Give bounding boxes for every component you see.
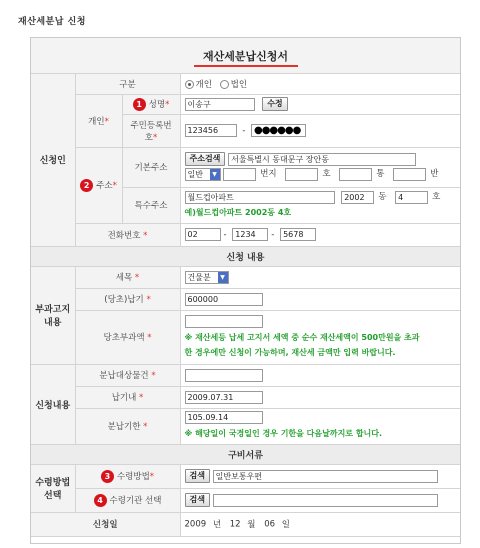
- original-tax-label: 당초부과액 *: [75, 310, 180, 364]
- tax-item-label: 세목 *: [75, 266, 180, 288]
- receipt-method-cell: [180, 464, 460, 488]
- installment-due-label: 분납기한 *: [75, 408, 180, 444]
- due-cell: [180, 386, 460, 408]
- badge-4: 4: [94, 494, 107, 507]
- address-ban-input[interactable]: [393, 168, 426, 181]
- basic-address-label: 기본주소: [122, 147, 180, 187]
- amount-label: (당초)납기 *: [75, 288, 180, 310]
- original-tax-cell: [180, 310, 460, 364]
- tax-item-select[interactable]: 건물분 ▼: [185, 271, 229, 284]
- receipt-agency-label: 4 수령기관 선택: [75, 488, 180, 512]
- page-title: 재산세분납 신청: [18, 17, 86, 27]
- phone-cell: 02 - 1234 - 5678: [180, 223, 460, 246]
- phone-part3-input[interactable]: 5678: [280, 228, 316, 241]
- phone-part1-input[interactable]: 02: [185, 228, 221, 241]
- application-band: 신청 내용: [31, 246, 460, 266]
- receipt-agency-input[interactable]: [213, 494, 438, 507]
- date-day: 06: [264, 519, 276, 530]
- badge-3: 3: [101, 470, 114, 483]
- name-cell: [180, 94, 460, 114]
- badge-2: 2: [80, 179, 93, 192]
- applicant-section-label: 신청인: [31, 74, 75, 246]
- target-label: 분납대상물건 *: [75, 364, 180, 386]
- address-tong-input[interactable]: [339, 168, 372, 181]
- date-label: 신청일: [31, 512, 180, 536]
- installment-due-input[interactable]: 105.09.14: [185, 411, 263, 424]
- tax-section-label: 부과고지내용: [31, 266, 75, 364]
- original-tax-note-2: 한 경우에만 신청이 가능하며, 재산세 금액만 입력 바랍니다.: [184, 347, 396, 357]
- form-table: [31, 74, 460, 537]
- radio-individual-label: 개인: [195, 79, 212, 90]
- receipt-section-label: 수령방법 선택: [31, 464, 75, 512]
- address-label: 2 주소*: [75, 147, 122, 223]
- receipt-method-search-button[interactable]: 검색: [185, 469, 210, 483]
- phone-label: 전화번호 *: [75, 223, 180, 246]
- form-title: 재산세분납신청서: [202, 50, 288, 63]
- chevron-down-icon: ▼: [218, 272, 228, 283]
- installment-due-cell: [180, 408, 460, 444]
- target-input[interactable]: [185, 369, 263, 382]
- special-address-label: 특수주소: [122, 187, 180, 223]
- original-tax-input[interactable]: [185, 315, 263, 328]
- basic-address-cell: 주소검색 서울특별시 동대문구 장안동 일반 ▼ 번지 호 통 반: [180, 147, 460, 187]
- documents-band: 구비서류: [31, 444, 460, 464]
- date-month: 12: [229, 519, 241, 530]
- type-label: 구분: [75, 74, 180, 94]
- type-radio-group: [180, 74, 460, 94]
- title-underline: [194, 65, 298, 67]
- amount-input[interactable]: 600000: [185, 293, 263, 306]
- individual-label: 개인*: [75, 94, 122, 147]
- installment-due-note: ※ 해당일이 국경일인 경우 기한을 다음날까지로 합니다.: [184, 429, 383, 438]
- phone-part2-input[interactable]: 1234: [232, 228, 268, 241]
- rrn-back-input[interactable]: ●●●●●●: [251, 124, 306, 137]
- dong-input[interactable]: 2002: [341, 191, 374, 204]
- form-header: [31, 38, 460, 74]
- application-section-label: 신청내용: [31, 364, 75, 444]
- chevron-down-icon: ▼: [210, 169, 220, 180]
- rrn-cell: 123456 - ●●●●●●: [180, 114, 460, 147]
- amount-cell: [180, 288, 460, 310]
- name-label: 1 성명*: [122, 94, 180, 114]
- due-label: 납기내 *: [75, 386, 180, 408]
- target-cell: [180, 364, 460, 386]
- application-form: [30, 37, 461, 544]
- radio-corporation-label: 법인: [230, 79, 248, 90]
- receipt-agency-cell: [180, 488, 460, 512]
- address-ho-input[interactable]: [285, 168, 318, 181]
- receipt-method-input[interactable]: 일반보통우편: [213, 470, 438, 483]
- ho-input[interactable]: 4: [395, 191, 428, 204]
- rrn-front-input[interactable]: 123456: [185, 124, 237, 137]
- rrn-label: 주민등록번호*: [122, 114, 180, 147]
- edit-name-button[interactable]: 수정: [262, 97, 287, 111]
- receipt-method-label: 3 수령방법*: [75, 464, 180, 488]
- date-cell: 2009 년 12 월 06 일: [180, 512, 460, 536]
- name-input[interactable]: 이송구: [185, 98, 255, 111]
- tax-item-cell: [180, 266, 460, 288]
- radio-individual[interactable]: [185, 80, 194, 89]
- address-type-select[interactable]: 일반 ▼: [185, 168, 221, 181]
- address-example: 예)월드컵아파트 2002동 4호: [184, 208, 292, 217]
- receipt-agency-search-button[interactable]: 검색: [185, 493, 210, 507]
- special-address-input[interactable]: 월드컵아파트: [185, 191, 335, 204]
- date-year: 2009: [184, 519, 207, 530]
- radio-corporation[interactable]: [220, 80, 229, 89]
- address-number-input[interactable]: [223, 168, 256, 181]
- due-input[interactable]: 2009.07.31: [185, 391, 263, 404]
- special-address-cell: 월드컵아파트 2002 동 4 호 예)월드컵아파트 2002동 4호: [180, 187, 460, 223]
- badge-1: 1: [133, 98, 146, 111]
- original-tax-note-1: ※ 재산세등 납세 고지서 세액 중 순수 재산세액이 500만원을 초과: [184, 332, 420, 342]
- address-search-button[interactable]: 주소검색: [185, 152, 226, 166]
- basic-address-input[interactable]: 서울특별시 동대문구 장안동: [228, 153, 416, 166]
